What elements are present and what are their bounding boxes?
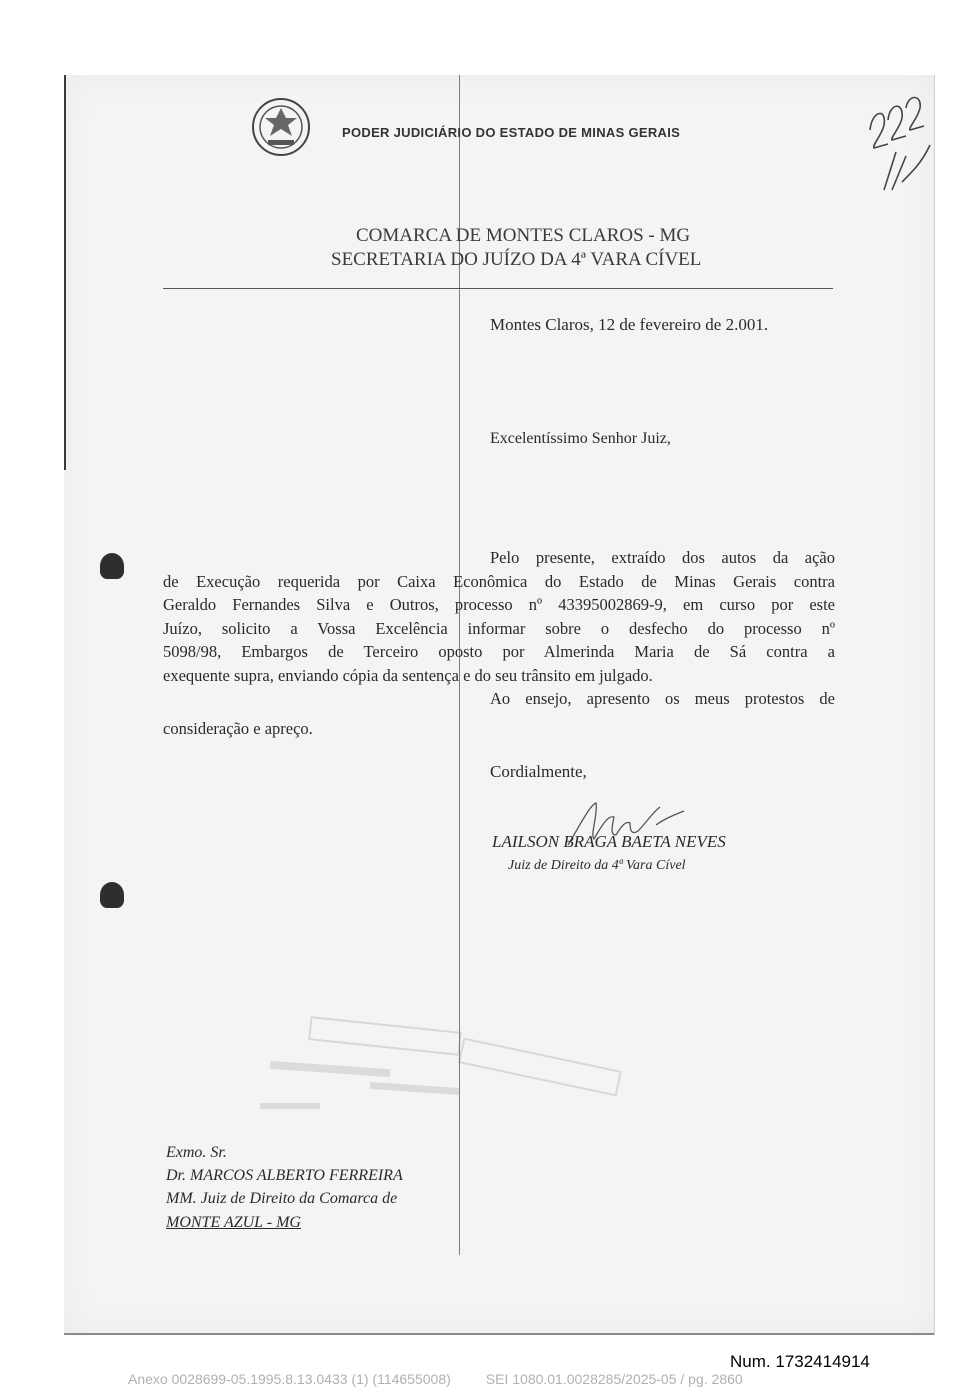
handwritten-page-number [862,90,932,195]
letter-date: Montes Claros, 12 de fevereiro de 2.001. [490,315,769,334]
closing: Cordialmente, [490,762,587,781]
punch-hole [100,882,124,908]
document-number: Num. 1732414914 [730,1352,870,1371]
body-line: Ao ensejo, apresento os meus protestos de [490,689,835,708]
scan-edge [64,1333,934,1335]
addressee-title: MM. Juiz de Direito da Comarca de [166,1190,398,1207]
letter-body [163,546,835,740]
body-line: exequente supra, enviando cópia da sentença e do seu trânsito em julgado. [163,665,653,685]
signer-name: LAILSON BRAGA BAETA NEVES [492,832,726,851]
footer-reference: Anexo 0028699-05.1995.8.13.0433 (1) (114655008) SEI 1080.01.0028285/2025-05 / pg. 2860 [128,1371,743,1387]
salutation: Excelentíssimo Senhor Juiz, [490,430,671,447]
coat-of-arms-icon [250,96,312,158]
body-line: de Execução requerida por Caixa Econômica do Estado de Minas Gerais contra [163,571,835,591]
addressee-location: MONTE AZUL - MG [166,1214,301,1231]
body-line: consideração e apreço. [163,718,313,738]
comarca-title: COMARCA DE MONTES CLAROS - MG [356,225,691,246]
scan-edge [64,75,66,470]
header-divider [163,288,833,289]
body-line: Juízo, solicito a Vossa Excelência informar sobre o desfecho do processo nº [163,618,835,638]
punch-hole [100,553,124,579]
body-line: Pelo presente, extraído dos autos da ação [490,548,835,567]
addressee-honorific: Exmo. Sr. [166,1144,227,1161]
addressee-name: Dr. MARCOS ALBERTO FERREIRA [166,1167,403,1184]
institution-header: PODER JUDICIÁRIO DO ESTADO DE MINAS GERAIS [342,125,681,140]
faded-stamp [250,1015,630,1130]
secretaria-title: SECRETARIA DO JUÍZO DA 4ª VARA CÍVEL [331,249,702,270]
body-line: Geraldo Fernandes Silva e Outros, processo nº 43395002869-9, em curso por este [163,595,835,614]
signer-title: Juiz de Direito da 4ª Vara Cível [508,858,686,873]
body-line: 5098/98, Embargos de Terceiro oposto por Almerinda Maria de Sá contra a [163,642,835,661]
